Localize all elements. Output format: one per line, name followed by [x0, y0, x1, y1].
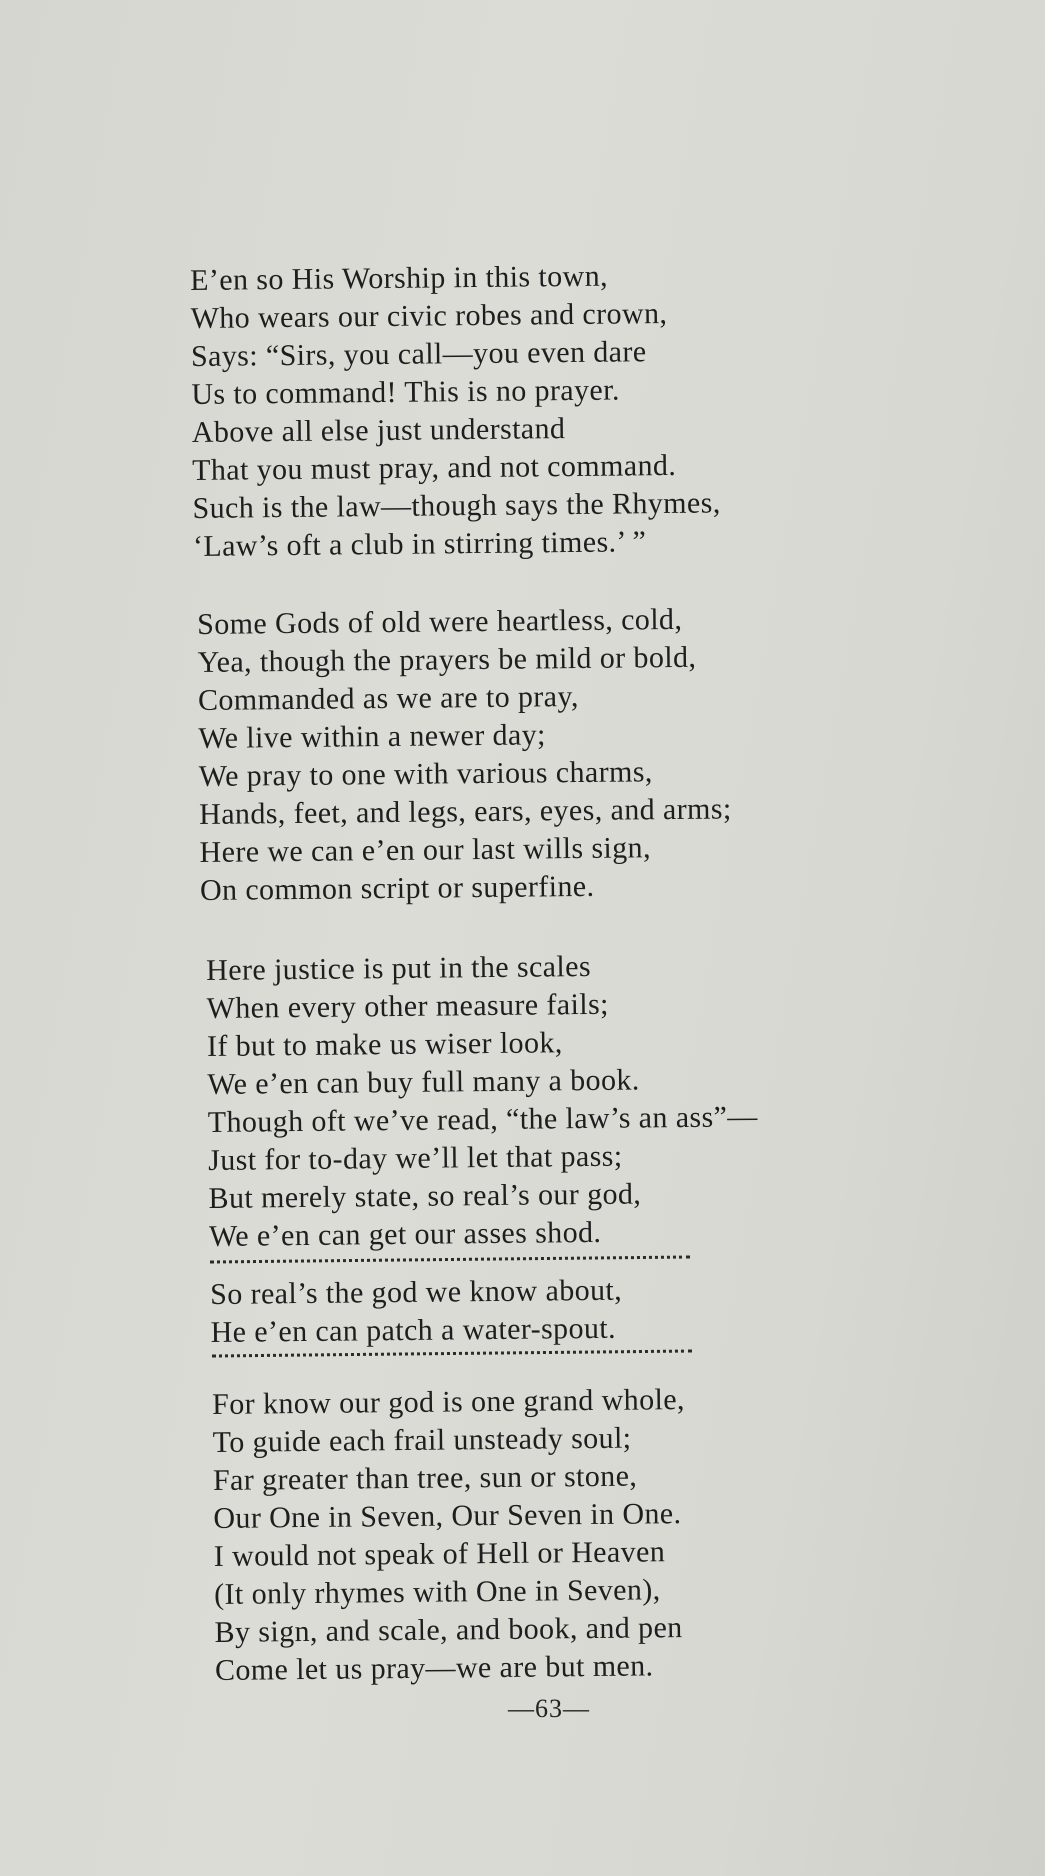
verse-line: Yea, though the prayers be mild or bold,	[197, 640, 697, 679]
stanza-4	[210, 1272, 623, 1352]
verse-line: That you must pray, and not command.	[192, 448, 677, 487]
stanza-3	[206, 946, 759, 1256]
verse-line: Commanded as we are to pray,	[197, 680, 579, 717]
verse-line: Such is the law—though says the Rhymes,	[192, 486, 721, 525]
verse-line: Here justice is put in the scales	[206, 949, 592, 987]
verse-line: By sign, and scale, and book, and pen	[214, 1611, 683, 1649]
verse-line: ‘Law’s oft a club in stirring times.’ ”	[192, 525, 647, 563]
verse-line: Come let us pray—we are but men.	[214, 1649, 654, 1687]
verse-line: Here we can e’en our last wills sign,	[199, 831, 652, 869]
verse-line: He e’en can patch a water-spout.	[210, 1311, 617, 1349]
verse-line: Who wears our civic robes and crown,	[190, 297, 668, 335]
verse-line: Just for to-day we’ll let that pass;	[208, 1139, 623, 1177]
verse-line: Us to command! This is no prayer.	[191, 373, 620, 411]
verse-line: Some Gods of old were heartless, cold,	[197, 602, 683, 641]
verse-line: But merely state, so real’s our god,	[208, 1177, 642, 1215]
verse-line: For know our god is one grand whole,	[212, 1383, 686, 1421]
verse-line: Above all else just understand	[191, 412, 566, 449]
verse-line: We pray to one with various charms,	[198, 755, 653, 793]
verse-line: Far greater than tree, sun or stone,	[212, 1459, 638, 1497]
verse-line: So real’s the god we know about,	[210, 1273, 623, 1311]
verse-line: E’en so His Worship in this town,	[190, 259, 609, 297]
verse-line: On common script or superfine.	[199, 869, 595, 907]
verse-line: I would not speak of Hell or Heaven	[213, 1535, 666, 1573]
verse-line: Our One in Seven, Our Seven in One.	[213, 1497, 682, 1535]
verse-line: Hands, feet, and legs, ears, eyes, and arms;	[199, 792, 732, 831]
verse-line: We e’en can buy full many a book.	[207, 1063, 640, 1101]
verse-line: We e’en can get our asses shod.	[208, 1215, 602, 1253]
verse-line: (It only rhymes with One in Seven),	[214, 1573, 661, 1611]
verse-line: Says: “Sirs, you call—you even dare	[190, 335, 647, 373]
verse-line: When every other measure fails;	[206, 987, 609, 1025]
stanza-5	[212, 1381, 688, 1690]
verse-line: We live within a newer day;	[198, 718, 546, 755]
stanza-1	[190, 256, 721, 566]
stanza-2	[197, 600, 733, 910]
verse-line: If but to make us wiser look,	[206, 1026, 563, 1063]
verse-line: To guide each frail unsteady soul;	[212, 1421, 632, 1459]
page-number: —63—	[508, 1694, 590, 1723]
dotted-divider	[210, 1255, 690, 1267]
dotted-divider	[212, 1349, 692, 1361]
verse-line: Though oft we’ve read, “the law’s an ass”—	[207, 1100, 758, 1139]
